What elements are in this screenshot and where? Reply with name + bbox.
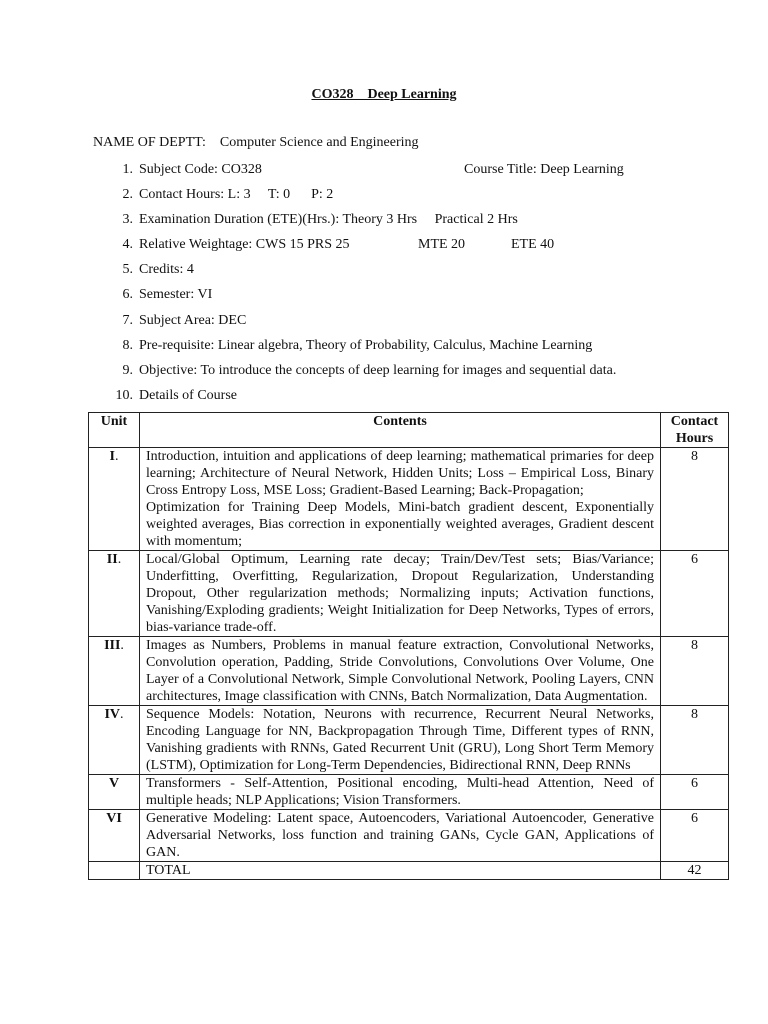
list-item — [93, 362, 733, 387]
contents-cell — [140, 551, 661, 637]
list-item — [93, 261, 733, 286]
unit-cell — [89, 810, 140, 862]
list-item-number: 10. — [115, 387, 133, 403]
contents-cell — [140, 775, 661, 810]
unit-number: I — [109, 449, 115, 464]
list-item-segment: Course Title: Deep Learning — [464, 162, 624, 177]
total-empty-cell — [89, 862, 140, 880]
list-item — [93, 161, 733, 186]
contact-hours-header-line2: Hours — [675, 431, 714, 446]
course-details-table — [88, 412, 729, 880]
contents-header: Contents — [140, 413, 661, 448]
list-item-segment: Semester: VI — [139, 287, 213, 303]
list-item-number: 2. — [122, 187, 133, 203]
contents-paragraph: Images as Numbers, Problems in manual feature extraction, Convolutional Networks, Convolution operation, Padding, Stride Convolutions, Convolutions Over Volume, One Layer of a Convolutional Network, Simple Convolutional Network, Pooling Layers, CNN architectures, Image classification with CNNs, Batch Normalization, Data Augmentation. — [146, 638, 654, 704]
total-row — [89, 862, 729, 880]
list-item — [93, 387, 733, 412]
list-item-number: 4. — [122, 237, 133, 253]
contents-cell — [140, 637, 661, 706]
list-item — [93, 211, 733, 236]
list-item-segment: ETE 40 — [511, 237, 555, 253]
contents-paragraph: Generative Modeling: Latent space, Autoencoders, Variational Autoencoder, Generative Adversarial Networks, loss function and training GANs, Cycle GAN, Applications of GAN. — [146, 811, 654, 860]
list-item — [93, 337, 733, 362]
list-item-segment: Pre-requisite: Linear algebra, Theory of Probability, Calculus, Machine Learning — [139, 337, 593, 353]
unit-cell: III. — [89, 637, 140, 706]
list-item-segment: Subject Area: DEC — [139, 312, 247, 328]
list-item-number: 6. — [122, 287, 133, 303]
list-item — [93, 236, 733, 261]
table-header-row — [89, 413, 729, 448]
list-item-number: 3. — [122, 212, 133, 228]
contact-hours-header-line1: Contact — [670, 414, 719, 429]
list-item-segment: Contact Hours: L: 3 T: 0 P: 2 — [139, 187, 334, 203]
contents-paragraph: Introduction, intuition and applications of deep learning; mathematical primaries for deep learning; Architecture of Neural Network, Hidden Units; Loss – Empirical Loss, Binary Cross Entropy Loss, MSE Loss; Gradient-Based Learning; Back-Propagation; — [146, 449, 654, 498]
contact-hours-header — [661, 413, 729, 448]
total-label: TOTAL — [140, 862, 661, 880]
contents-cell — [140, 810, 661, 862]
contents-paragraph: Local/Global Optimum, Learning rate decay; Train/Dev/Test sets; Bias/Variance; Underfitting, Overfitting, Regularization, Dropout Regularization, Understanding Dropout, Other regularization methods; Normalizing inputs; Activation functions, Vanishing/Exploding gradients; Weight Initialization for Deep Networks, Types of errors, bias-variance trade-off. — [146, 552, 654, 635]
unit-number: IV — [104, 707, 121, 722]
department-line: NAME OF DEPTT: Computer Science and Engineering — [93, 135, 419, 150]
list-item-number: 1. — [122, 162, 133, 177]
unit-number: VI — [106, 811, 122, 826]
unit-cell: I. — [89, 448, 140, 551]
list-item-segment: Objective: To introduce the concepts of deep learning for images and sequential data. — [139, 362, 617, 378]
contents-cell — [140, 448, 661, 551]
table-row — [89, 637, 729, 706]
contact-hours-cell: 8 — [661, 637, 729, 706]
table-row — [89, 706, 729, 775]
list-item-number: 8. — [122, 337, 133, 353]
list-item-segment: Details of Course — [139, 387, 237, 403]
table-row — [89, 775, 729, 810]
list-item-number: 7. — [122, 312, 133, 328]
contents-paragraph: Sequence Models: Notation, Neurons with recurrence, Recurrent Neural Networks, Encoding Language for NN, Backpropagation Through Time, Different types of RNN, Vanishing gradients with RNNs, Gated Recurrent Unit (GRU), Long Short Term Memory (LSTM), Optimization for Long-Term Dependencies, Bidirectional RNN, Deep RNNs — [146, 707, 654, 773]
table-row — [89, 448, 729, 551]
list-item-segment: Relative Weightage: CWS 15 PRS 25 — [139, 237, 350, 253]
unit-number: II — [106, 552, 118, 567]
contents-paragraph: Transformers - Self-Attention, Positional encoding, Multi-head Attention, Need of multiple heads; NLP Applications; Vision Transformers. — [146, 776, 654, 808]
list-item-number: 5. — [122, 262, 133, 278]
list-item — [93, 312, 733, 337]
unit-cell: II. — [89, 551, 140, 637]
contact-hours-cell: 8 — [661, 706, 729, 775]
unit-cell — [89, 775, 140, 810]
unit-header: Unit — [89, 413, 140, 448]
contact-hours-cell: 8 — [661, 448, 729, 551]
contents-paragraph: Optimization for Training Deep Models, Mini-batch gradient descent, Exponentially weighted averages, Bias correction in exponentially weighted averages, Gradient descent with momentum; — [146, 500, 654, 549]
unit-cell: IV. — [89, 706, 140, 775]
unit-number: V — [108, 776, 120, 791]
list-item-number: 9. — [122, 362, 133, 378]
contents-cell — [140, 706, 661, 775]
list-item-segment: Subject Code: CO328 — [139, 162, 262, 177]
contact-hours-cell: 6 — [661, 551, 729, 637]
document-title: CO328 Deep Learning — [311, 87, 457, 102]
total-hours: 42 — [661, 862, 729, 880]
list-item-segment: Examination Duration (ETE)(Hrs.): Theory 3 Hrs Practical 2 Hrs — [139, 212, 518, 228]
contact-hours-cell: 6 — [661, 810, 729, 862]
list-item-segment: Credits: 4 — [139, 262, 194, 278]
list-item — [93, 186, 733, 211]
contact-hours-cell: 6 — [661, 775, 729, 810]
unit-number: III — [104, 638, 121, 653]
table-row — [89, 551, 729, 637]
table-row — [89, 810, 729, 862]
course-info-list — [93, 161, 733, 412]
list-item — [93, 286, 733, 311]
list-item-segment: MTE 20 — [418, 237, 466, 253]
